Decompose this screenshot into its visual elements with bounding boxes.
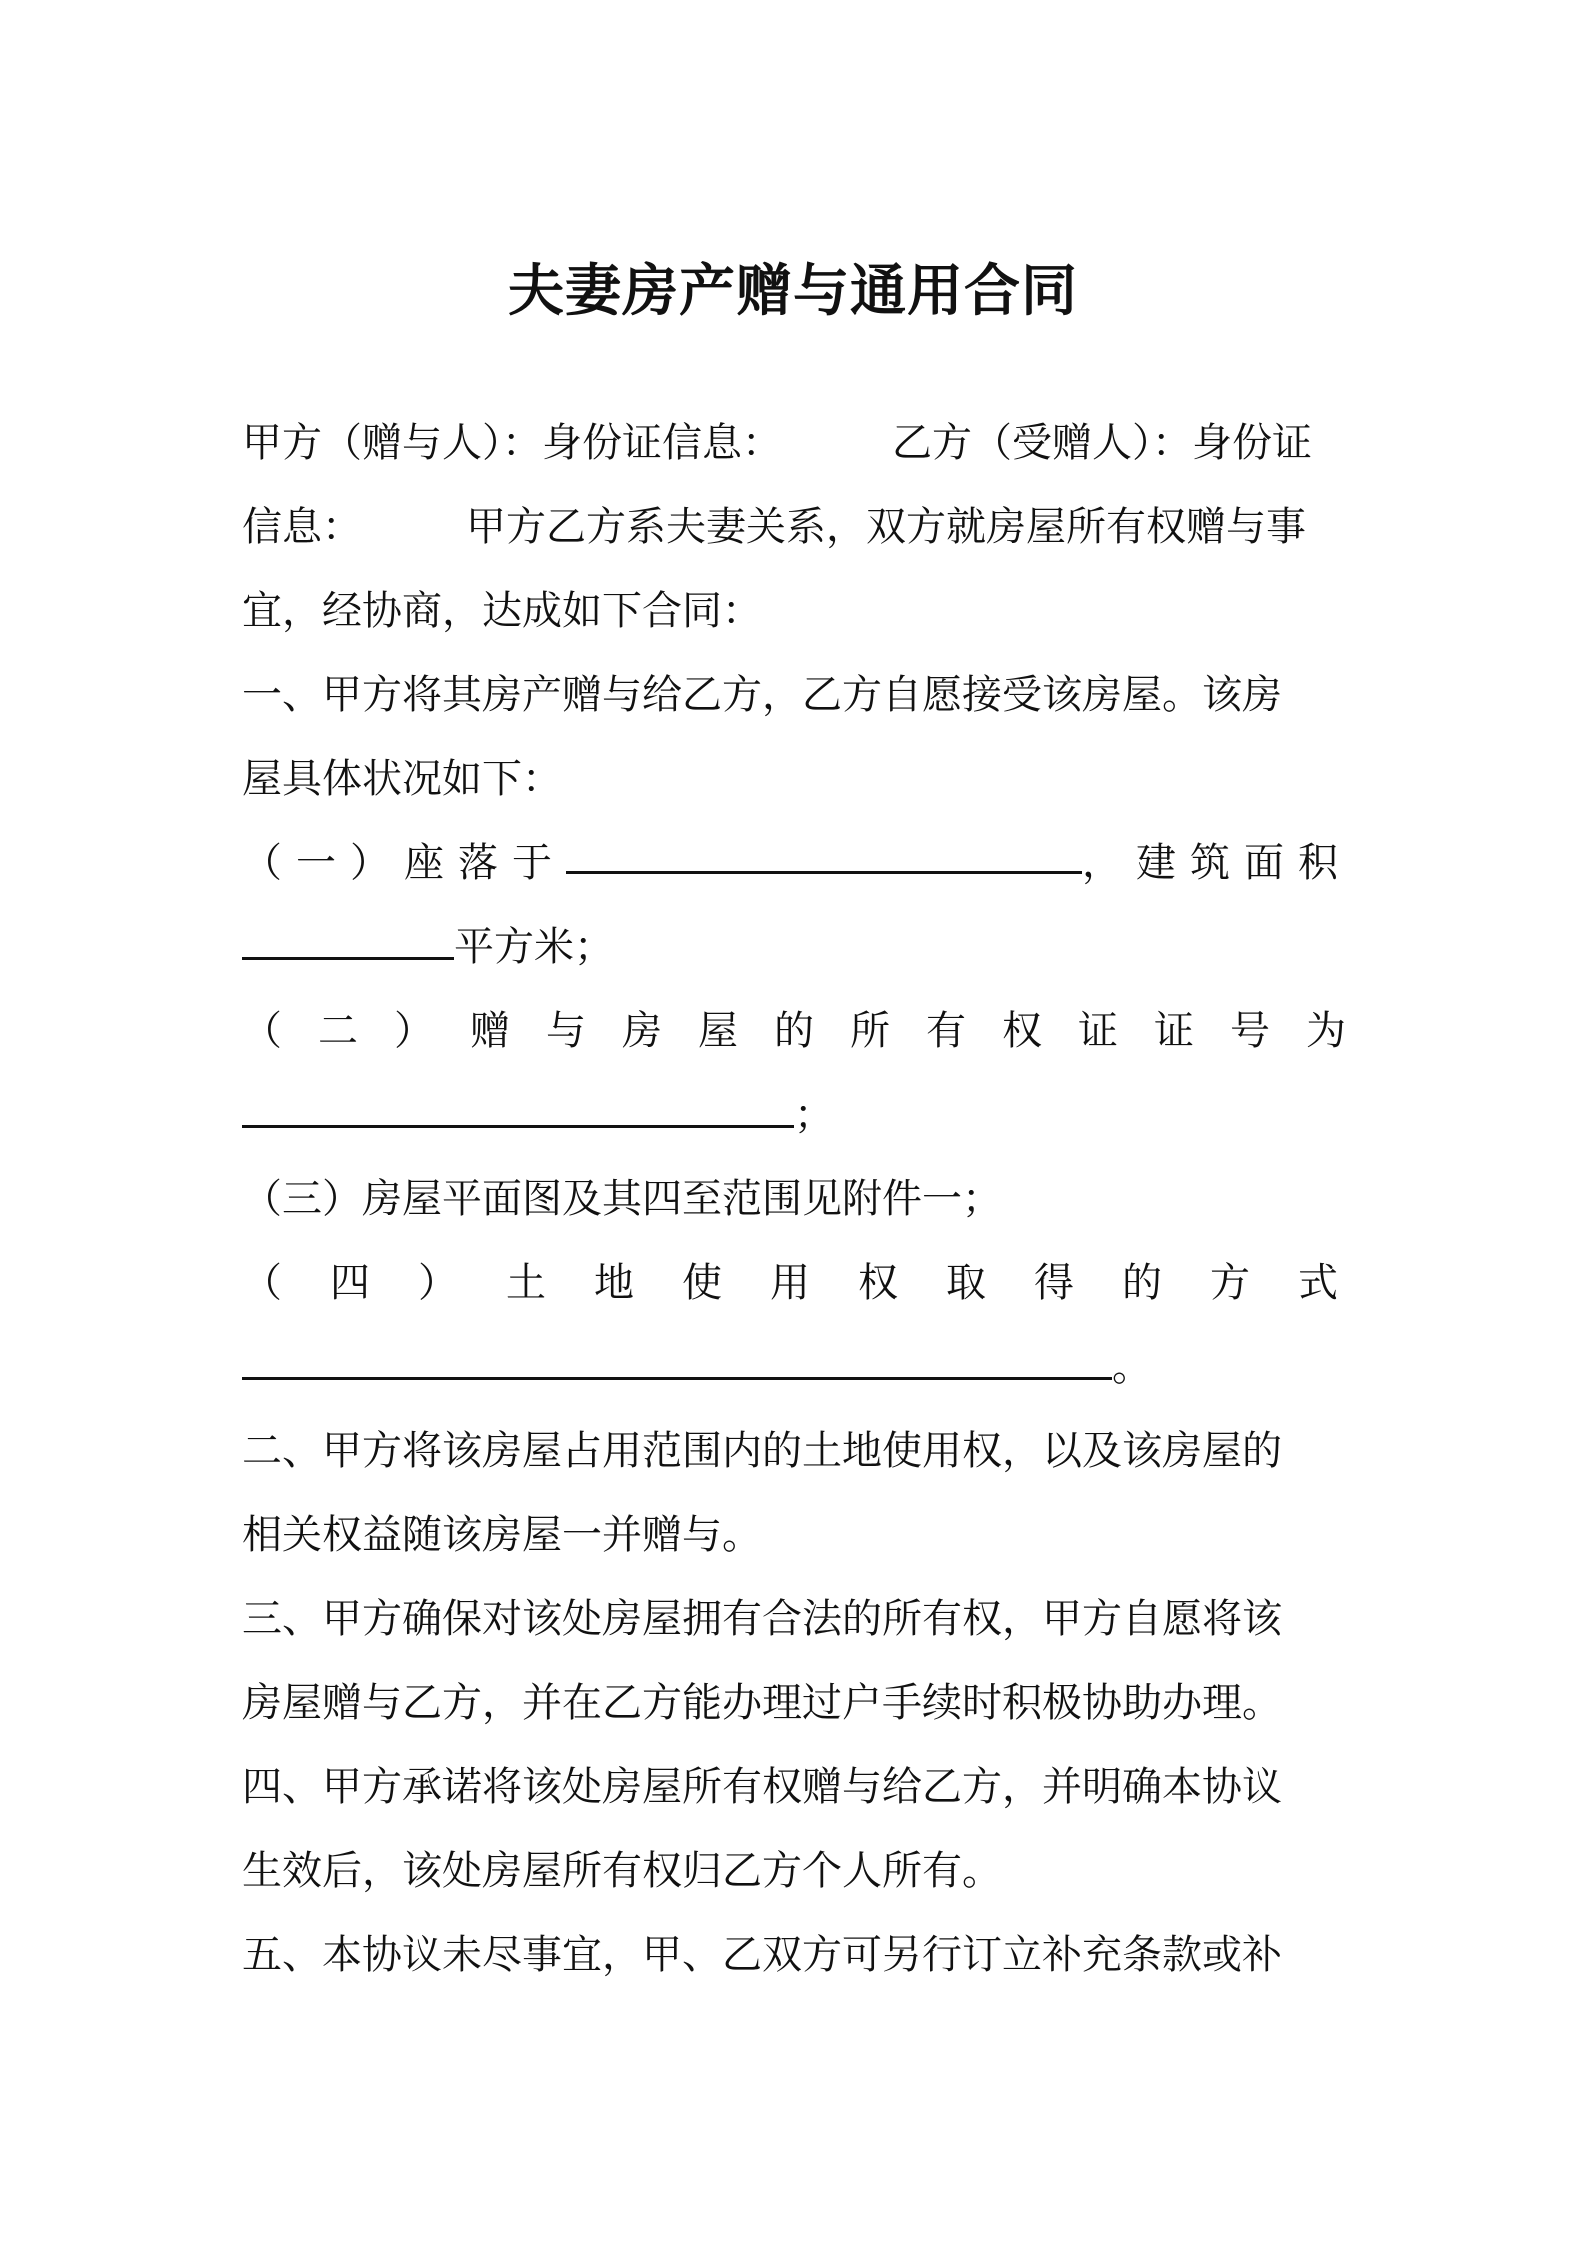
clause-3-line-2: 房屋赠与乙方，并在乙方能办理过户手续时积极协助办理。 [242,1680,1282,1726]
certificate-number-blank [242,1089,794,1128]
party-b-id-label: 乙方（受赠人）：身份证 [892,420,1312,466]
clause-3-line-1: 三、甲方确保对该处房屋拥有合法的所有权，甲方自愿将该 [242,1596,1282,1642]
intro-line-1 [242,415,1352,471]
clause-1-item-4: （四）土地使用权取得的方式 [242,1260,1386,1306]
location-label: （一）座落于 [242,840,566,886]
clause-1-line-2: 屋具体状况如下： [242,756,562,802]
clause-1-item-3: （三）房屋平面图及其四至范围见附件一； [242,1176,1002,1222]
land-use-method-blank [242,1341,1112,1380]
location-blank [566,835,1082,874]
clause-2-line-2: 相关权益随该房屋一并赠与。 [242,1512,762,1558]
clause-5-line-1: 五、本协议未尽事宜，甲、乙双方可另行订立补充条款或补 [242,1932,1282,1978]
clause-2-line-1: 二、甲方将该房屋占用范围内的土地使用权，以及该房屋的 [242,1428,1282,1474]
clause-4-line-2: 生效后，该处房屋所有权归乙方个人所有。 [242,1848,1002,1894]
clause-4-line-1: 四、甲方承诺将该处房屋所有权赠与给乙方，并明确本协议 [242,1764,1282,1810]
land-use-suffix: 。 [1112,1344,1152,1390]
relationship-statement: 甲方乙方系夫妻关系，双方就房屋所有权赠与事 [466,504,1306,550]
intro-line-2 [242,499,1352,555]
clause-1-line-1: 一、甲方将其房产赠与给乙方，乙方自愿接受该房屋。该房 [242,672,1282,718]
clause-1-item-1 [242,835,1352,891]
area-label: ，建筑面积 [1082,840,1352,886]
party-b-id-label-cont: 信息： [242,504,362,550]
area-unit: 平方米； [454,924,614,970]
clause-1-item-2: （二）赠与房屋的所有权证证号为 [242,1008,1382,1054]
certificate-suffix: ； [794,1092,834,1138]
document-title: 夫妻房产赠与通用合同 [508,259,1078,324]
clause-1-item-2-cont [242,1087,1352,1143]
area-blank [242,921,454,960]
clause-1-item-4-cont [242,1339,1352,1395]
party-a-id-label: 甲方（赠与人）：身份证信息： [242,420,782,466]
clause-1-item-1-cont [242,919,1352,975]
intro-line-3: 宜，经协商，达成如下合同： [242,588,762,634]
